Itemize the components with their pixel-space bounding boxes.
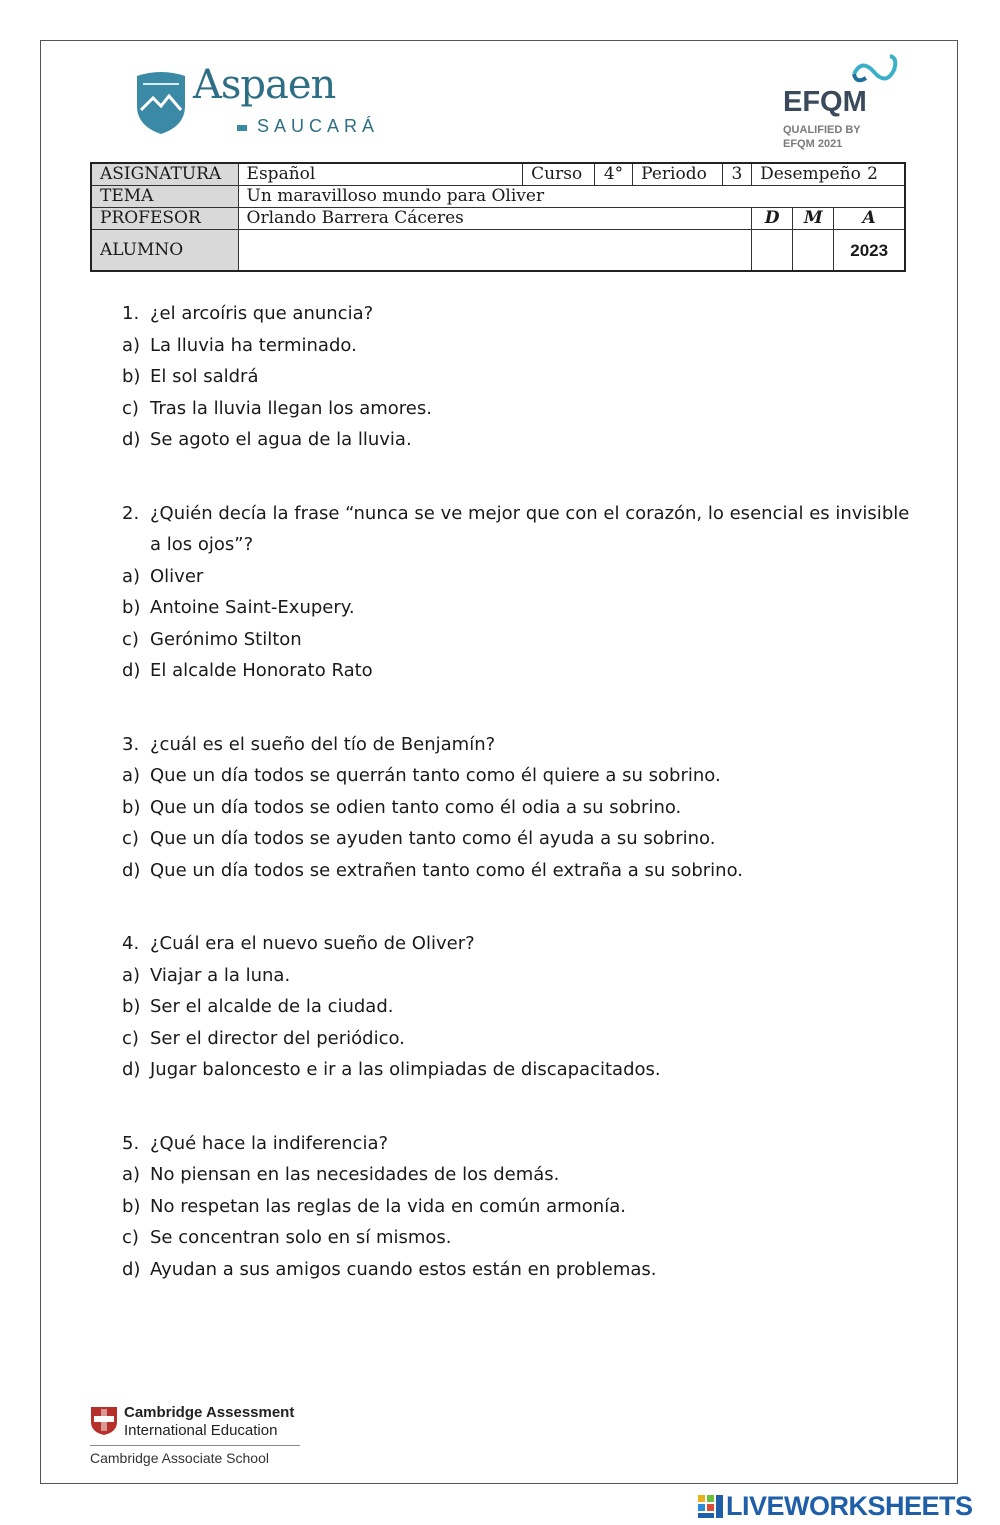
question-text: ¿Quién decía la frase “nunca se ve mejor que con el corazón, lo esencial es invisible a los ojos”? bbox=[150, 502, 910, 555]
option-text: No piensan en las necesidades de los demás. bbox=[150, 1164, 560, 1185]
question-text: ¿el arcoíris que anuncia? bbox=[150, 303, 374, 324]
cambridge-line-2: International Education bbox=[124, 1422, 278, 1439]
option-letter: c) bbox=[122, 1027, 139, 1049]
month-value[interactable] bbox=[793, 230, 834, 272]
option[interactable] bbox=[122, 1191, 912, 1223]
school-subtitle: SAUCARÁ bbox=[257, 116, 380, 136]
question-number: 1. bbox=[122, 303, 140, 324]
option[interactable] bbox=[122, 960, 912, 992]
liveworksheets-text: LIVEWORKSHEETS bbox=[726, 1491, 973, 1521]
option-letter: b) bbox=[122, 1195, 141, 1217]
option-text: Ser el director del periódico. bbox=[150, 1027, 405, 1049]
asignatura-value: Español bbox=[238, 163, 523, 186]
question-5 bbox=[122, 1128, 912, 1286]
option-letter: d) bbox=[122, 1059, 141, 1080]
tema-value: Un maravilloso mundo para Oliver bbox=[238, 186, 905, 208]
dot-icon bbox=[237, 125, 249, 133]
question-number: 4. bbox=[122, 933, 140, 954]
option-letter: a) bbox=[122, 964, 141, 986]
efqm-qualified: QUALIFIED BY bbox=[783, 124, 861, 136]
option-text: Viajar a la luna. bbox=[150, 964, 291, 986]
option-text: Gerónimo Stilton bbox=[150, 628, 302, 650]
efqm-logo bbox=[780, 52, 900, 152]
option[interactable] bbox=[122, 1222, 912, 1254]
option-text: Se agoto el agua de la lluvia. bbox=[150, 429, 412, 450]
option-letter: a) bbox=[122, 565, 141, 587]
option-letter: a) bbox=[122, 334, 141, 356]
month-header: M bbox=[793, 208, 834, 230]
option-letter: a) bbox=[122, 765, 141, 786]
desempeno-label: Desempeño bbox=[760, 164, 861, 184]
option-letter: b) bbox=[122, 796, 141, 818]
option-letter: d) bbox=[122, 660, 141, 681]
info-row-asignatura bbox=[91, 163, 905, 186]
cambridge-logo bbox=[90, 1404, 320, 1470]
question-3 bbox=[122, 729, 912, 887]
option-letter: b) bbox=[122, 996, 141, 1017]
option-text: Que un día todos se ayuden tanto como él ayuda a su sobrino. bbox=[150, 828, 716, 849]
option[interactable] bbox=[122, 991, 912, 1023]
efqm-year: EFQM 2021 bbox=[783, 138, 843, 150]
option-letter: d) bbox=[122, 859, 141, 881]
option-text: No respetan las reglas de la vida en común armonía. bbox=[150, 1195, 626, 1217]
option-text: Antoine Saint-Exupery. bbox=[150, 597, 355, 618]
year-value: 2023 bbox=[834, 230, 905, 272]
option-letter: b) bbox=[122, 597, 141, 618]
alumno-label: ALUMNO bbox=[91, 230, 238, 272]
option[interactable] bbox=[122, 823, 912, 855]
option[interactable] bbox=[122, 592, 912, 624]
option-text: El alcalde Honorato Rato bbox=[150, 660, 373, 681]
option-letter: b) bbox=[122, 366, 141, 387]
profesor-label: PROFESOR bbox=[91, 208, 238, 230]
crest-icon bbox=[90, 1406, 118, 1436]
question-text: ¿Cuál era el nuevo sueño de Oliver? bbox=[150, 933, 475, 954]
option-text: Ser el alcalde de la ciudad. bbox=[150, 996, 394, 1017]
question-4 bbox=[122, 928, 912, 1086]
option[interactable] bbox=[122, 330, 912, 362]
option[interactable] bbox=[122, 655, 912, 687]
school-name: Aspaen bbox=[193, 62, 336, 108]
option[interactable] bbox=[122, 624, 912, 656]
option[interactable] bbox=[122, 1159, 912, 1191]
option-text: Jugar baloncesto e ir a las olimpiadas de discapacitados. bbox=[150, 1059, 661, 1080]
option[interactable] bbox=[122, 393, 912, 425]
option[interactable] bbox=[122, 361, 912, 393]
option[interactable] bbox=[122, 1254, 912, 1286]
cambridge-line-3: Cambridge Associate School bbox=[90, 1450, 269, 1466]
option-letter: d) bbox=[122, 1258, 141, 1280]
desempeno-cell bbox=[752, 163, 905, 186]
option-text: Tras la lluvia llegan los amores. bbox=[150, 397, 432, 419]
info-row-profesor bbox=[91, 208, 905, 230]
curso-value: 4° bbox=[594, 163, 632, 186]
option-text: Se concentran solo en sí mismos. bbox=[150, 1227, 452, 1248]
alumno-value[interactable] bbox=[238, 230, 752, 272]
asignatura-label: ASIGNATURA bbox=[91, 163, 238, 186]
question-text: ¿Qué hace la indiferencia? bbox=[150, 1132, 389, 1154]
option-letter: d) bbox=[122, 429, 141, 450]
option-text: Que un día todos se extrañen tanto como él extraña a su sobrino. bbox=[150, 859, 744, 881]
info-row-alumno bbox=[91, 230, 905, 272]
option-text: Ayudan a sus amigos cuando estos están en problemas. bbox=[150, 1258, 657, 1280]
info-row-tema bbox=[91, 186, 905, 208]
option-letter: c) bbox=[122, 1227, 139, 1248]
option[interactable] bbox=[122, 760, 912, 792]
efqm-name: EFQM bbox=[783, 86, 867, 118]
option-text: Oliver bbox=[150, 565, 204, 587]
question-text: ¿cuál es el sueño del tío de Benjamín? bbox=[150, 733, 496, 755]
tema-label: TEMA bbox=[91, 186, 238, 208]
option[interactable] bbox=[122, 561, 912, 593]
option-text: Que un día todos se odien tanto como él odia a su sobrino. bbox=[150, 796, 682, 818]
day-value[interactable] bbox=[752, 230, 793, 272]
day-header: D bbox=[752, 208, 793, 230]
option[interactable] bbox=[122, 792, 912, 824]
option-letter: c) bbox=[122, 628, 139, 650]
question-number: 3. bbox=[122, 733, 140, 755]
option-letter: a) bbox=[122, 1164, 141, 1185]
desempeno-value: 2 bbox=[867, 164, 878, 184]
liveworksheets-icon bbox=[698, 1495, 724, 1519]
option[interactable] bbox=[122, 424, 912, 456]
option[interactable] bbox=[122, 1023, 912, 1055]
profesor-value: Orlando Barrera Cáceres bbox=[238, 208, 752, 230]
question-number: 2. bbox=[122, 502, 140, 524]
periodo-label: Periodo bbox=[633, 163, 723, 186]
cambridge-line-1: Cambridge Assessment bbox=[124, 1404, 295, 1421]
shield-icon bbox=[135, 70, 187, 136]
option[interactable] bbox=[122, 1054, 912, 1086]
periodo-value: 3 bbox=[722, 163, 751, 186]
option-letter: c) bbox=[122, 828, 139, 849]
option-text: El sol saldrá bbox=[150, 366, 259, 387]
option-text: Que un día todos se querrán tanto como él quiere a su sobrino. bbox=[150, 765, 721, 786]
question-number: 5. bbox=[122, 1132, 140, 1154]
info-table bbox=[90, 162, 906, 272]
year-header: A bbox=[834, 208, 905, 230]
questions-list bbox=[122, 298, 912, 1327]
option-text: La lluvia ha terminado. bbox=[150, 334, 357, 356]
divider bbox=[90, 1445, 300, 1446]
question-1 bbox=[122, 298, 912, 456]
curso-label: Curso bbox=[523, 163, 595, 186]
aspaen-logo bbox=[135, 62, 395, 140]
option-letter: c) bbox=[122, 397, 139, 419]
question-2 bbox=[122, 498, 912, 687]
option[interactable] bbox=[122, 855, 912, 887]
